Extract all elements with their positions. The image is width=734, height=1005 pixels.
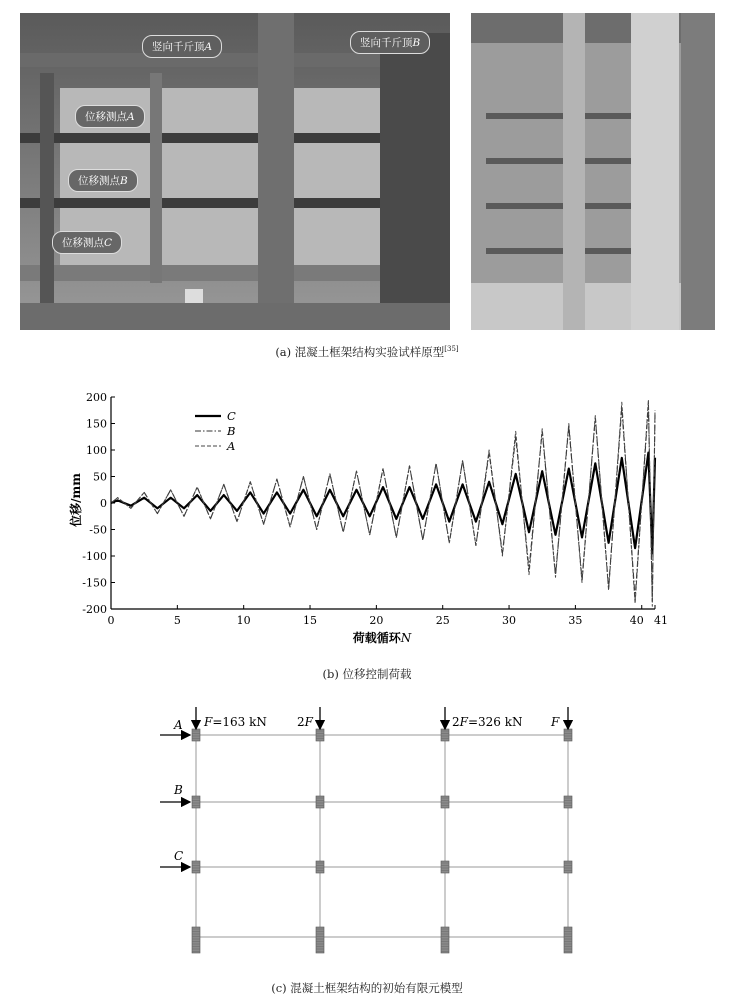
level-label-c: C — [174, 849, 184, 863]
specimen-photo-right — [471, 13, 715, 330]
displacement-chart — [0, 385, 734, 650]
specimen-photo-right-drawing — [471, 13, 715, 330]
y-tick-label: -100 — [82, 550, 107, 563]
callout-point-c: 位移测点C — [52, 231, 122, 254]
legend-label-a: A — [227, 439, 236, 453]
series-line-a — [111, 400, 655, 607]
x-tick-label: 35 — [568, 614, 583, 627]
callout-jack-a: 竖向千斤顶A — [142, 35, 222, 58]
caption-panel-b: (b) 位移控制荷载 — [322, 667, 412, 681]
y-tick-label: -50 — [89, 523, 107, 537]
y-tick-label: -200 — [82, 603, 107, 616]
caption-panel-a: (a) 混凝土框架结构实验试样原型[35] — [275, 345, 459, 359]
x-tick-label: 20 — [369, 614, 384, 627]
x-tick-label: 15 — [303, 614, 318, 627]
x-tick-label: 41 — [654, 614, 668, 627]
load-label-4: F — [551, 715, 560, 729]
series-line-c — [111, 453, 655, 554]
specimen-photo-left — [20, 13, 450, 330]
x-axis-label: 荷载循环N — [352, 631, 412, 645]
legend-label-c: C — [227, 409, 236, 423]
x-tick-label: 40 — [629, 614, 644, 627]
y-tick-label: 100 — [86, 444, 107, 457]
load-label-1: F=163 kN — [204, 715, 267, 729]
callout-jack-b: 竖向千斤顶B — [350, 31, 430, 54]
y-tick-label: 0 — [100, 497, 107, 510]
x-tick-label: 0 — [107, 614, 115, 627]
y-tick-label: 200 — [86, 391, 107, 404]
callout-point-a: 位移测点A — [75, 105, 145, 128]
load-label-3: 2F=326 kN — [452, 715, 523, 729]
level-label-b: B — [174, 783, 183, 797]
series-line-b — [111, 405, 655, 601]
callout-point-b: 位移测点B — [68, 169, 138, 192]
legend-label-b: B — [227, 424, 236, 438]
x-tick-label: 30 — [502, 614, 517, 627]
load-label-2: 2F — [297, 715, 313, 729]
y-tick-label: -150 — [82, 576, 107, 590]
x-tick-label: 10 — [236, 614, 251, 627]
y-axis-label: 位移/mm — [69, 473, 83, 527]
x-tick-label: 5 — [173, 614, 181, 627]
fe-model-diagram — [0, 700, 734, 970]
y-tick-label: 150 — [86, 417, 107, 431]
x-tick-label: 25 — [435, 614, 450, 627]
caption-panel-c: (c) 混凝土框架结构的初始有限元模型 — [271, 981, 463, 995]
y-tick-label: 50 — [93, 470, 107, 484]
level-label-a: A — [174, 718, 183, 732]
